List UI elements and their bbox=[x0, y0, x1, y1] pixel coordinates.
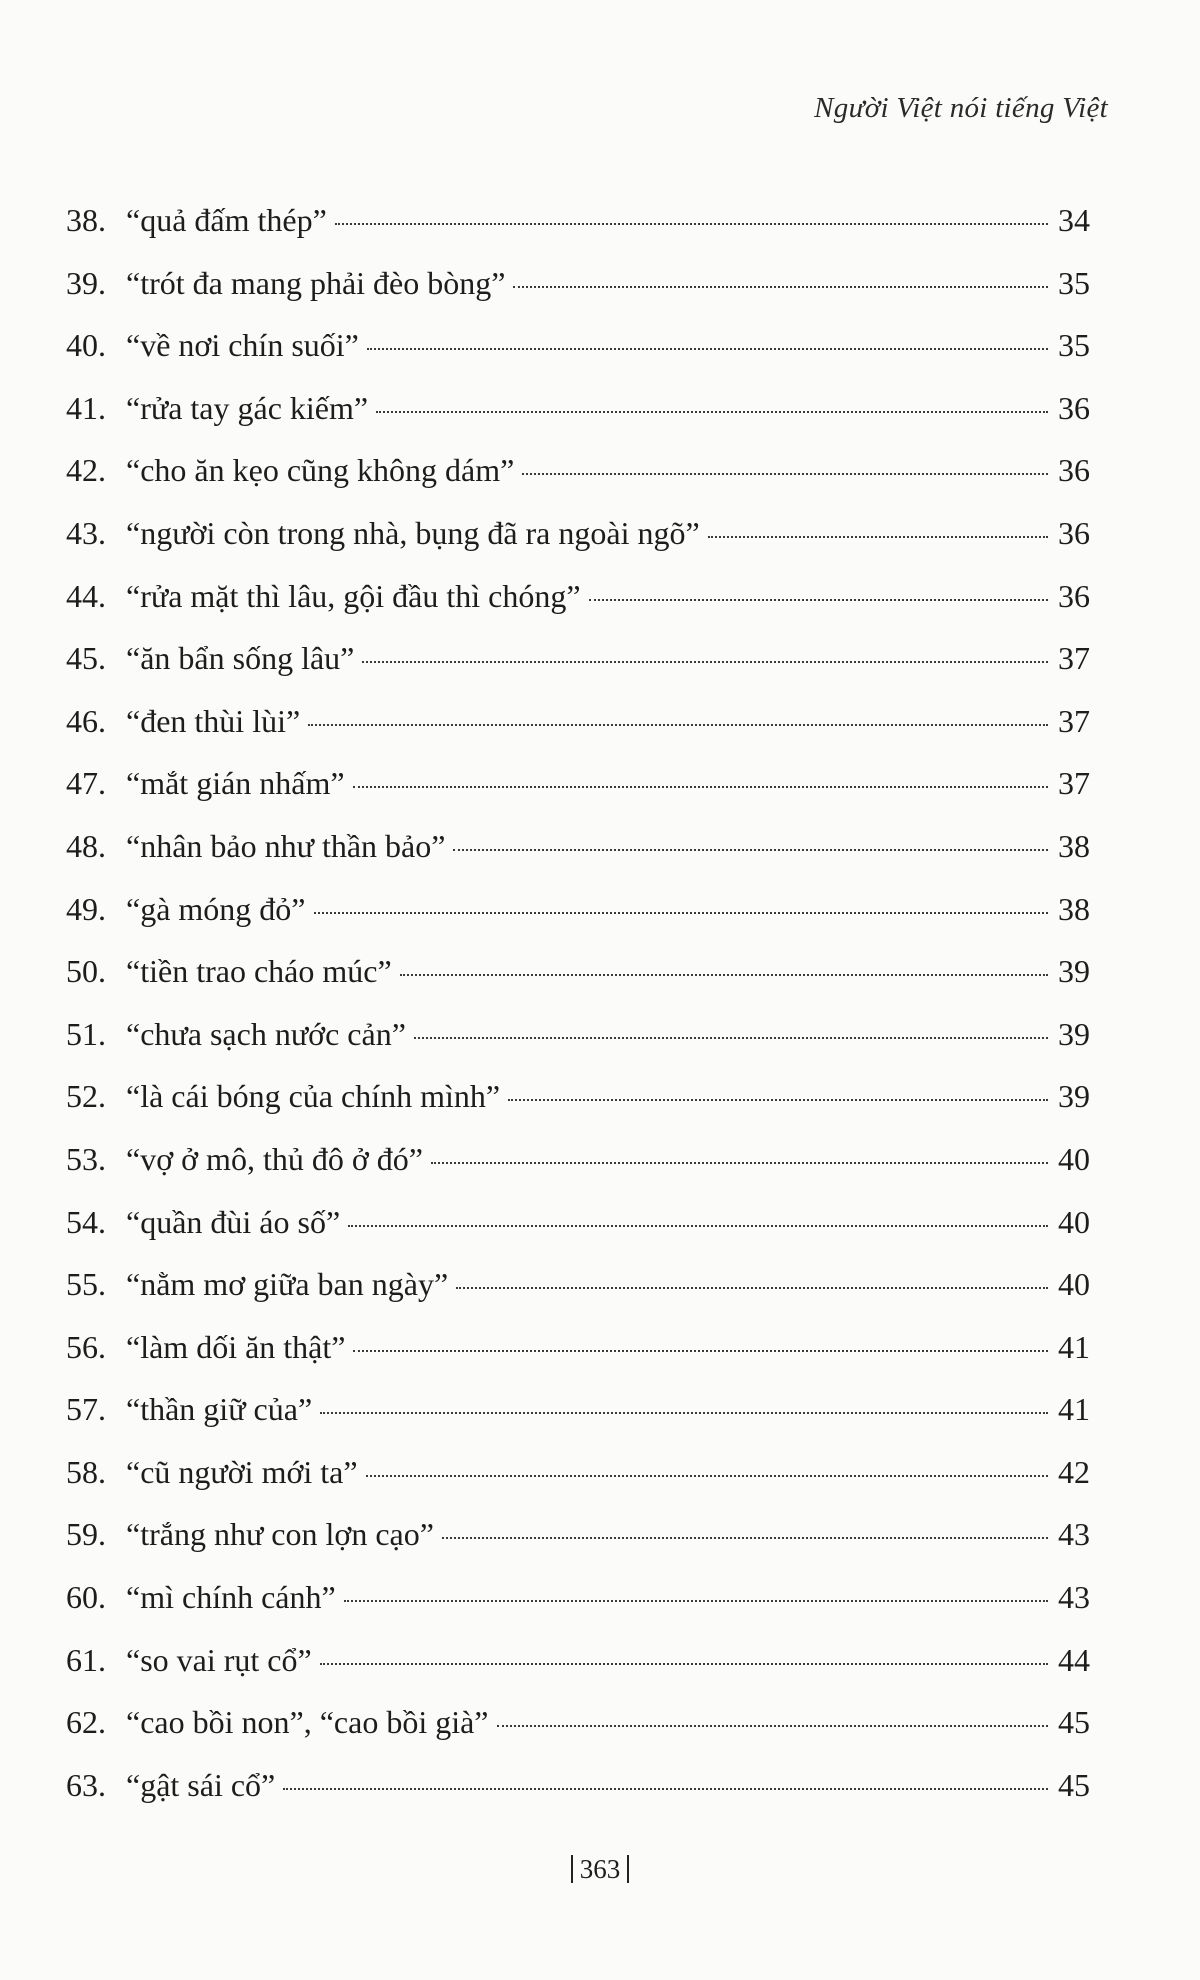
toc-entry-page: 45 bbox=[1058, 1704, 1090, 1741]
toc-entry bbox=[66, 576, 1090, 639]
toc-entry-title: “cho ăn kẹo cũng không dám” bbox=[126, 452, 515, 489]
table-of-contents bbox=[66, 200, 1090, 1827]
toc-entry-title: “quần đùi áo số” bbox=[126, 1203, 341, 1240]
toc-entry-number: 39. bbox=[66, 264, 106, 301]
toc-entry bbox=[66, 1327, 1090, 1390]
toc-entry-title: “trót đa mang phải đèo bòng” bbox=[126, 264, 506, 301]
toc-entry-page: 39 bbox=[1058, 953, 1090, 990]
toc-entry-number: 45. bbox=[66, 640, 106, 677]
toc-dot-leader bbox=[456, 1287, 1048, 1289]
folio-bar-left bbox=[571, 1855, 573, 1883]
toc-entry-title: “mắt gián nhấm” bbox=[126, 765, 345, 802]
toc-entry-page: 38 bbox=[1058, 890, 1090, 927]
toc-dot-leader bbox=[320, 1412, 1048, 1414]
toc-dot-leader bbox=[522, 473, 1048, 475]
toc-entry bbox=[66, 1139, 1090, 1202]
toc-entry-page: 41 bbox=[1058, 1328, 1090, 1365]
toc-dot-leader bbox=[353, 1350, 1048, 1352]
toc-entry-number: 63. bbox=[66, 1766, 106, 1803]
toc-entry-title: “rửa mặt thì lâu, gội đầu thì chóng” bbox=[126, 577, 581, 614]
toc-entry-number: 51. bbox=[66, 1015, 106, 1052]
toc-entry-number: 57. bbox=[66, 1391, 106, 1428]
toc-dot-leader bbox=[283, 1788, 1048, 1790]
toc-entry-page: 34 bbox=[1058, 202, 1090, 238]
folio-bar-right bbox=[627, 1855, 629, 1883]
toc-dot-leader bbox=[442, 1537, 1048, 1539]
toc-dot-leader bbox=[320, 1663, 1048, 1665]
page-number: 363 bbox=[579, 1854, 621, 1884]
toc-entry-page: 36 bbox=[1058, 389, 1090, 426]
toc-entry bbox=[66, 826, 1090, 889]
toc-entry-page: 43 bbox=[1058, 1579, 1090, 1616]
toc-dot-leader bbox=[497, 1725, 1049, 1727]
toc-entry-title: “về nơi chín suối” bbox=[126, 327, 359, 364]
toc-dot-leader bbox=[353, 786, 1048, 788]
toc-dot-leader bbox=[308, 724, 1048, 726]
toc-entry-number: 61. bbox=[66, 1641, 106, 1678]
toc-entry-title: “ăn bẩn sống lâu” bbox=[126, 640, 355, 677]
toc-entry-title: “cao bồi non”, “cao bồi già” bbox=[126, 1704, 489, 1741]
toc-entry bbox=[66, 450, 1090, 513]
toc-entry-page: 35 bbox=[1058, 327, 1090, 364]
toc-entry-number: 47. bbox=[66, 765, 106, 802]
toc-entry-page: 40 bbox=[1058, 1203, 1090, 1240]
toc-dot-leader bbox=[513, 286, 1048, 288]
toc-entry bbox=[66, 1264, 1090, 1327]
toc-entry bbox=[66, 388, 1090, 451]
toc-entry bbox=[66, 325, 1090, 388]
toc-entry-number: 55. bbox=[66, 1266, 106, 1303]
toc-entry-page: 45 bbox=[1058, 1766, 1090, 1803]
toc-entry bbox=[66, 1389, 1090, 1452]
toc-entry-title: “là cái bóng của chính mình” bbox=[126, 1078, 501, 1115]
toc-entry bbox=[66, 1514, 1090, 1577]
toc-entry-number: 52. bbox=[66, 1078, 106, 1115]
toc-entry-page: 37 bbox=[1058, 640, 1090, 677]
toc-entry bbox=[66, 763, 1090, 826]
toc-dot-leader bbox=[414, 1037, 1048, 1039]
toc-entry-number: 50. bbox=[66, 953, 106, 990]
toc-dot-leader bbox=[314, 912, 1049, 914]
toc-dot-leader bbox=[400, 974, 1048, 976]
toc-entry bbox=[66, 200, 1090, 263]
toc-dot-leader bbox=[362, 661, 1048, 663]
toc-entry-page: 37 bbox=[1058, 702, 1090, 739]
toc-entry-title: “gật sái cổ” bbox=[126, 1766, 276, 1803]
toc-entry-page: 40 bbox=[1058, 1140, 1090, 1177]
toc-entry-title: “chưa sạch nước cản” bbox=[126, 1015, 406, 1052]
toc-entry bbox=[66, 263, 1090, 326]
toc-entry-title: “quả đấm thép” bbox=[126, 202, 327, 238]
toc-entry-title: “nhân bảo như thần bảo” bbox=[126, 827, 446, 864]
toc-entry-title: “vợ ở mô, thủ đô ở đó” bbox=[126, 1140, 423, 1177]
toc-entry-title: “cũ người mới ta” bbox=[126, 1453, 358, 1490]
toc-dot-leader bbox=[348, 1225, 1048, 1227]
toc-entry bbox=[66, 1452, 1090, 1515]
toc-entry-number: 59. bbox=[66, 1516, 106, 1553]
toc-entry-title: “mì chính cánh” bbox=[126, 1579, 336, 1616]
toc-entry-page: 36 bbox=[1058, 452, 1090, 489]
toc-entry-title: “tiền trao cháo múc” bbox=[126, 953, 392, 990]
toc-dot-leader bbox=[431, 1162, 1048, 1164]
toc-entry-title: “làm dối ăn thật” bbox=[126, 1328, 346, 1365]
toc-entry bbox=[66, 1577, 1090, 1640]
toc-entry bbox=[66, 701, 1090, 764]
toc-entry bbox=[66, 889, 1090, 952]
toc-entry-page: 38 bbox=[1058, 827, 1090, 864]
toc-entry-title: “rửa tay gác kiếm” bbox=[126, 389, 369, 426]
toc-entry bbox=[66, 1014, 1090, 1077]
toc-entry bbox=[66, 1765, 1090, 1828]
toc-entry-title: “thần giữ của” bbox=[126, 1391, 313, 1428]
toc-entry-number: 56. bbox=[66, 1328, 106, 1365]
toc-entry-number: 48. bbox=[66, 827, 106, 864]
toc-entry-page: 40 bbox=[1058, 1266, 1090, 1303]
toc-entry-page: 37 bbox=[1058, 765, 1090, 802]
toc-entry-number: 41. bbox=[66, 389, 106, 426]
toc-entry bbox=[66, 1202, 1090, 1265]
toc-entry-title: “gà móng đỏ” bbox=[126, 890, 306, 927]
toc-entry-title: “đen thùi lùi” bbox=[126, 702, 301, 739]
toc-entry-page: 36 bbox=[1058, 514, 1090, 551]
toc-entry-page: 41 bbox=[1058, 1391, 1090, 1428]
toc-entry-number: 44. bbox=[66, 577, 106, 614]
toc-dot-leader bbox=[708, 536, 1048, 538]
toc-entry bbox=[66, 1640, 1090, 1703]
toc-entry-number: 53. bbox=[66, 1140, 106, 1177]
toc-entry-number: 54. bbox=[66, 1203, 106, 1240]
toc-entry-page: 42 bbox=[1058, 1453, 1090, 1490]
toc-dot-leader bbox=[366, 1475, 1048, 1477]
toc-entry bbox=[66, 638, 1090, 701]
toc-entry-page: 39 bbox=[1058, 1078, 1090, 1115]
toc-entry-number: 60. bbox=[66, 1579, 106, 1616]
toc-entry-title: “trắng như con lợn cạo” bbox=[126, 1516, 434, 1553]
toc-entry-title: “nằm mơ giữa ban ngày” bbox=[126, 1266, 449, 1303]
toc-dot-leader bbox=[453, 849, 1048, 851]
toc-entry-number: 62. bbox=[66, 1704, 106, 1741]
toc-dot-leader bbox=[344, 1600, 1048, 1602]
page-folio bbox=[0, 1854, 1200, 1885]
toc-entry bbox=[66, 951, 1090, 1014]
toc-entry bbox=[66, 1702, 1090, 1765]
toc-dot-leader bbox=[367, 348, 1048, 350]
toc-entry-number: 46. bbox=[66, 702, 106, 739]
toc-entry-number: 42. bbox=[66, 452, 106, 489]
running-head: Người Việt nói tiếng Việt bbox=[814, 92, 1108, 124]
toc-entry-number: 38. bbox=[66, 202, 106, 238]
toc-entry-page: 43 bbox=[1058, 1516, 1090, 1553]
toc-entry-page: 44 bbox=[1058, 1641, 1090, 1678]
toc-entry-page: 36 bbox=[1058, 577, 1090, 614]
toc-dot-leader bbox=[335, 223, 1048, 225]
toc-dot-leader bbox=[376, 411, 1048, 413]
toc-entry-number: 49. bbox=[66, 890, 106, 927]
toc-entry bbox=[66, 513, 1090, 576]
toc-entry-title: “so vai rụt cổ” bbox=[126, 1641, 312, 1678]
toc-entry-page: 39 bbox=[1058, 1015, 1090, 1052]
toc-dot-leader bbox=[589, 599, 1048, 601]
toc-entry-number: 43. bbox=[66, 514, 106, 551]
toc-entry bbox=[66, 1076, 1090, 1139]
toc-entry-number: 58. bbox=[66, 1453, 106, 1490]
toc-entry-number: 40. bbox=[66, 327, 106, 364]
toc-dot-leader bbox=[508, 1099, 1048, 1101]
toc-entry-page: 35 bbox=[1058, 264, 1090, 301]
toc-entry-title: “người còn trong nhà, bụng đã ra ngoài ngõ” bbox=[126, 514, 700, 551]
